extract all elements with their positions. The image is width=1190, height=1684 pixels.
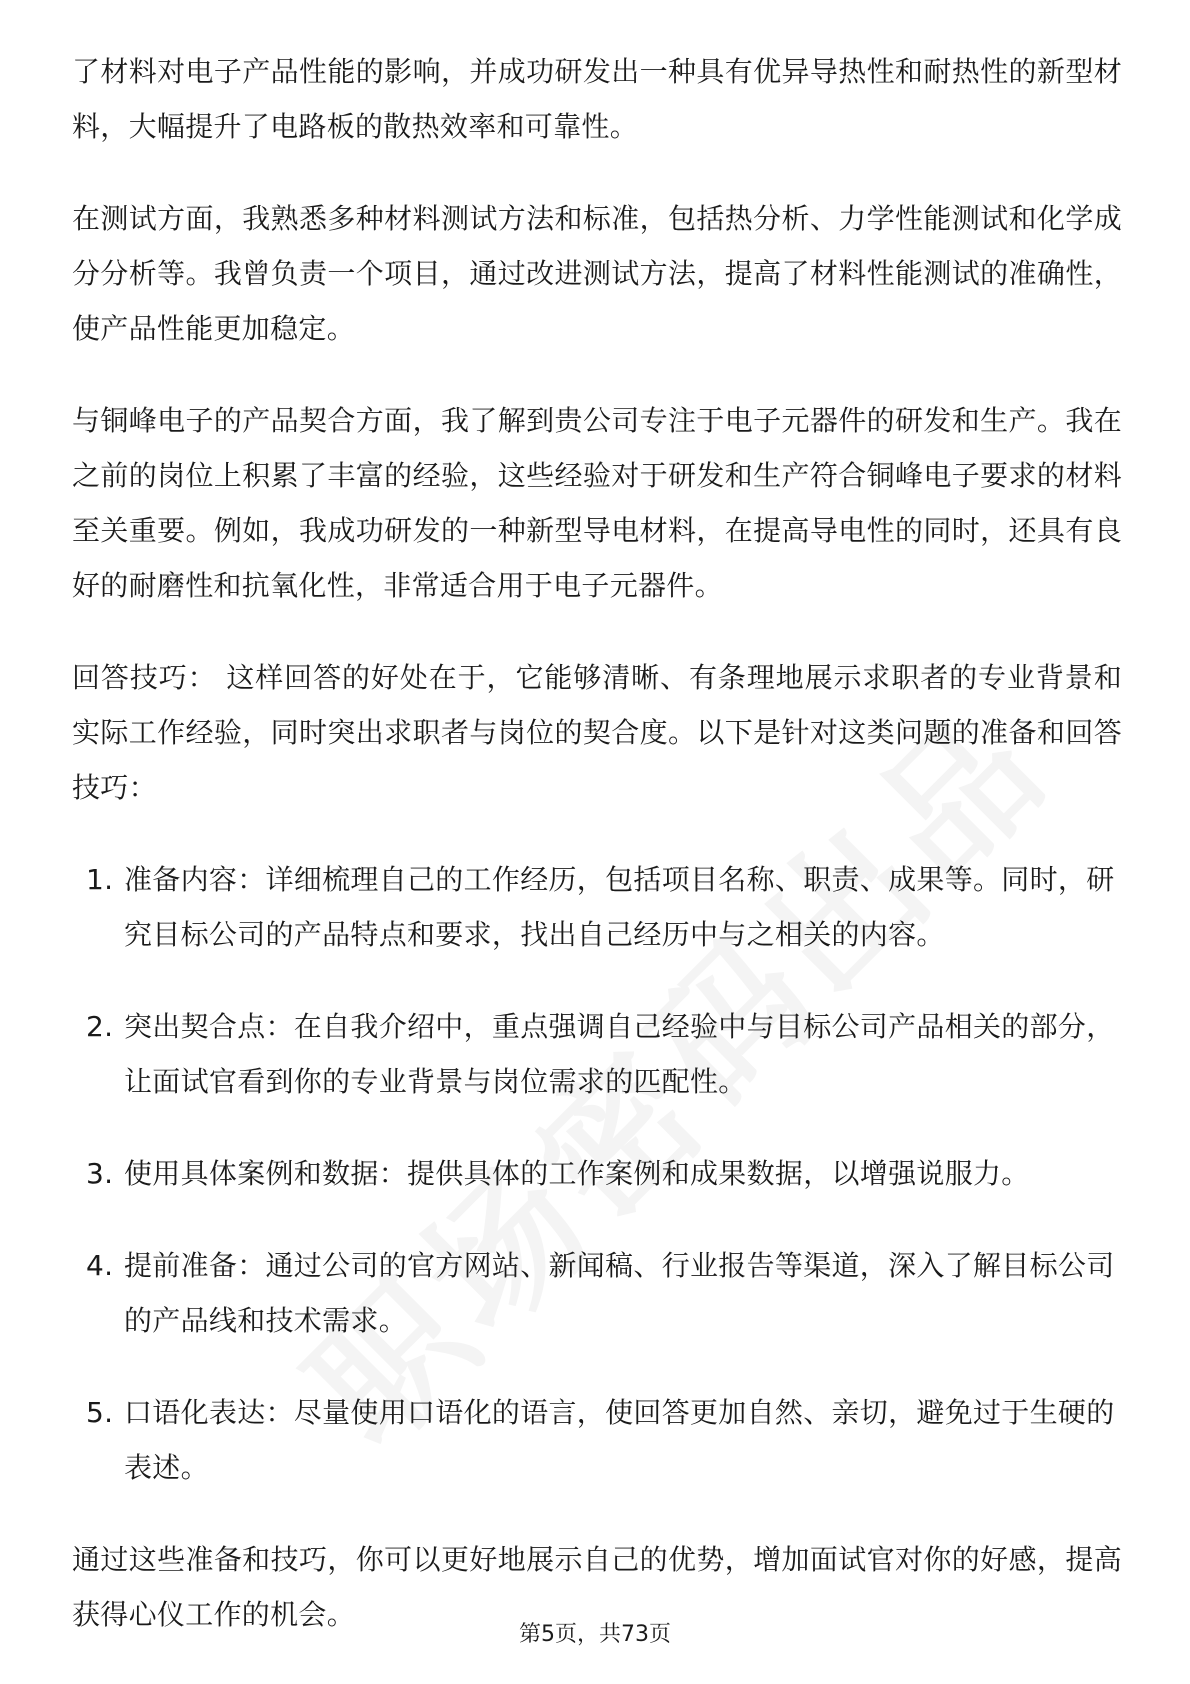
list-item (72, 852, 1122, 962)
tips-list (72, 852, 1122, 1495)
paragraph-answer-tips: 回答技巧： 这样回答的好处在于，它能够清晰、有条理地展示求职者的专业背景和实际工作经验，同时突出求职者与岗位的契合度。以下是针对这类问题的准备和回答技巧： (72, 661, 1122, 804)
list-item (72, 1146, 1122, 1201)
list-item-number: 5. (86, 1396, 114, 1429)
list-item-number: 2. (86, 1010, 114, 1043)
list-item-text: 突出契合点：在自我介绍中，重点强调自己经验中与目标公司产品相关的部分，让面试官看到你的专业背景与岗位需求的匹配性。 (124, 1010, 1115, 1098)
paragraph-materials: 了材料对电子产品性能的影响，并成功研发出一种具有优异导热性和耐热性的新型材料，大幅提升了电路板的散热效率和可靠性。 (72, 55, 1122, 143)
list-item (72, 1238, 1122, 1348)
paragraph-testing: 在测试方面，我熟悉多种材料测试方法和标准，包括热分析、力学性能测试和化学成分分析等。我曾负责一个项目，通过改进测试方法，提高了材料性能测试的准确性，使产品性能更加稳定。 (72, 202, 1122, 345)
list-item (72, 999, 1122, 1109)
list-item-text: 使用具体案例和数据：提供具体的工作案例和成果数据，以增强说服力。 (124, 1157, 1030, 1190)
list-item-number: 3. (86, 1157, 114, 1190)
paragraph-closing: 通过这些准备和技巧，你可以更好地展示自己的优势，增加面试官对你的好感，提高获得心仪工作的机会。 (72, 1543, 1122, 1631)
list-item-number: 4. (86, 1249, 114, 1282)
list-item-text: 口语化表达：尽量使用口语化的语言，使回答更加自然、亲切，避免过于生硬的表述。 (124, 1396, 1115, 1484)
page-content (72, 44, 1122, 1679)
list-item (72, 1385, 1122, 1495)
list-item-text: 提前准备：通过公司的官方网站、新闻稿、行业报告等渠道，深入了解目标公司的产品线和技术需求。 (124, 1249, 1115, 1337)
paragraph-company-fit: 与铜峰电子的产品契合方面，我了解到贵公司专注于电子元器件的研发和生产。我在之前的岗位上积累了丰富的经验，这些经验对于研发和生产符合铜峰电子要求的材料至关重要。例如，我成功研发的一种新型导电材料，在提高导电性的同时，还具有良好的耐磨性和抗氧化性，非常适合用于电子元器件。 (72, 404, 1122, 602)
page-number: 第5页，共73页 (519, 1622, 671, 1647)
list-item-text: 准备内容：详细梳理自己的工作经历，包括项目名称、职责、成果等。同时，研究目标公司的产品特点和要求，找出自己经历中与之相关的内容。 (124, 863, 1115, 951)
list-item-number: 1. (86, 863, 114, 896)
